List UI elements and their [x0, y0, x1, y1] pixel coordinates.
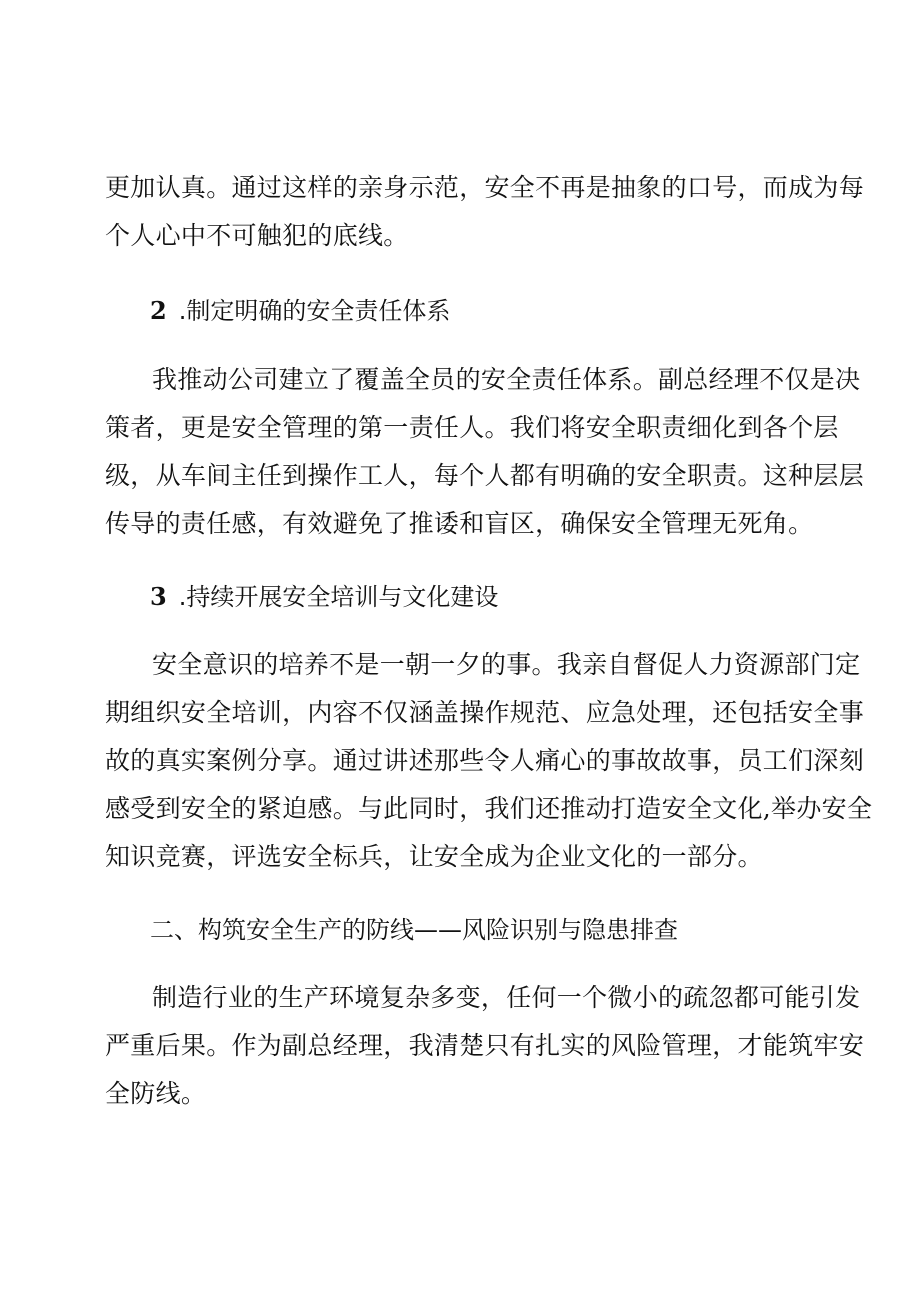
paragraph-line: 传导的责任感，有效避免了推诿和盲区，确保安全管理无死角。	[105, 509, 814, 538]
section-heading-3	[0, 574, 920, 620]
paragraph-line: 安全意识的培养不是一朝一夕的事。我亲自督促人力资源部门定	[152, 650, 861, 679]
paragraph-line: 期组织安全培训，内容不仅涵盖操作规范、应急处理，还包括安全事	[105, 698, 865, 727]
section-heading-2	[0, 288, 920, 334]
paragraph-line: 严重后果。作为副总经理，我清楚只有扎实的风险管理，才能筑牢安	[105, 1031, 865, 1060]
heading-number: 2	[150, 296, 167, 325]
paragraph-line: 故的真实案例分享。通过讲述那些令人痛心的事故故事，员工们深刻	[105, 746, 865, 775]
paragraph-line: 策者，更是安全管理的第一责任人。我们将安全职责细化到各个层	[105, 413, 839, 442]
heading-title: .制定明确的安全责任体系	[178, 297, 451, 325]
heading-title: .持续开展安全培训与文化建设	[178, 583, 499, 611]
paragraph-line: 更加认真。通过这样的亲身示范，安全不再是抽象的口号，而成为每	[105, 173, 865, 202]
chapter-heading: 二、构筑安全生产的防线——风险识别与隐患排查	[150, 916, 678, 944]
paragraph-line: 知识竞赛，评选安全标兵，让安全成为企业文化的一部分。	[105, 842, 763, 871]
paragraph-line: 感受到安全的紧迫感。与此同时，我们还推动打造安全文化,举办安全	[105, 794, 873, 823]
paragraph-line: 制造行业的生产环境复杂多变，任何一个微小的疏忽都可能引发	[152, 983, 861, 1012]
paragraph-line: 全防线。	[105, 1079, 207, 1108]
heading-number: 3	[150, 582, 167, 611]
paragraph-line: 个人心中不可触犯的底线。	[105, 221, 409, 250]
paragraph-line: 我推动公司建立了覆盖全员的安全责任体系。副总经理不仅是决	[152, 365, 861, 394]
paragraph-line: 级，从车间主任到操作工人，每个人都有明确的安全职责。这种层层	[105, 461, 865, 490]
